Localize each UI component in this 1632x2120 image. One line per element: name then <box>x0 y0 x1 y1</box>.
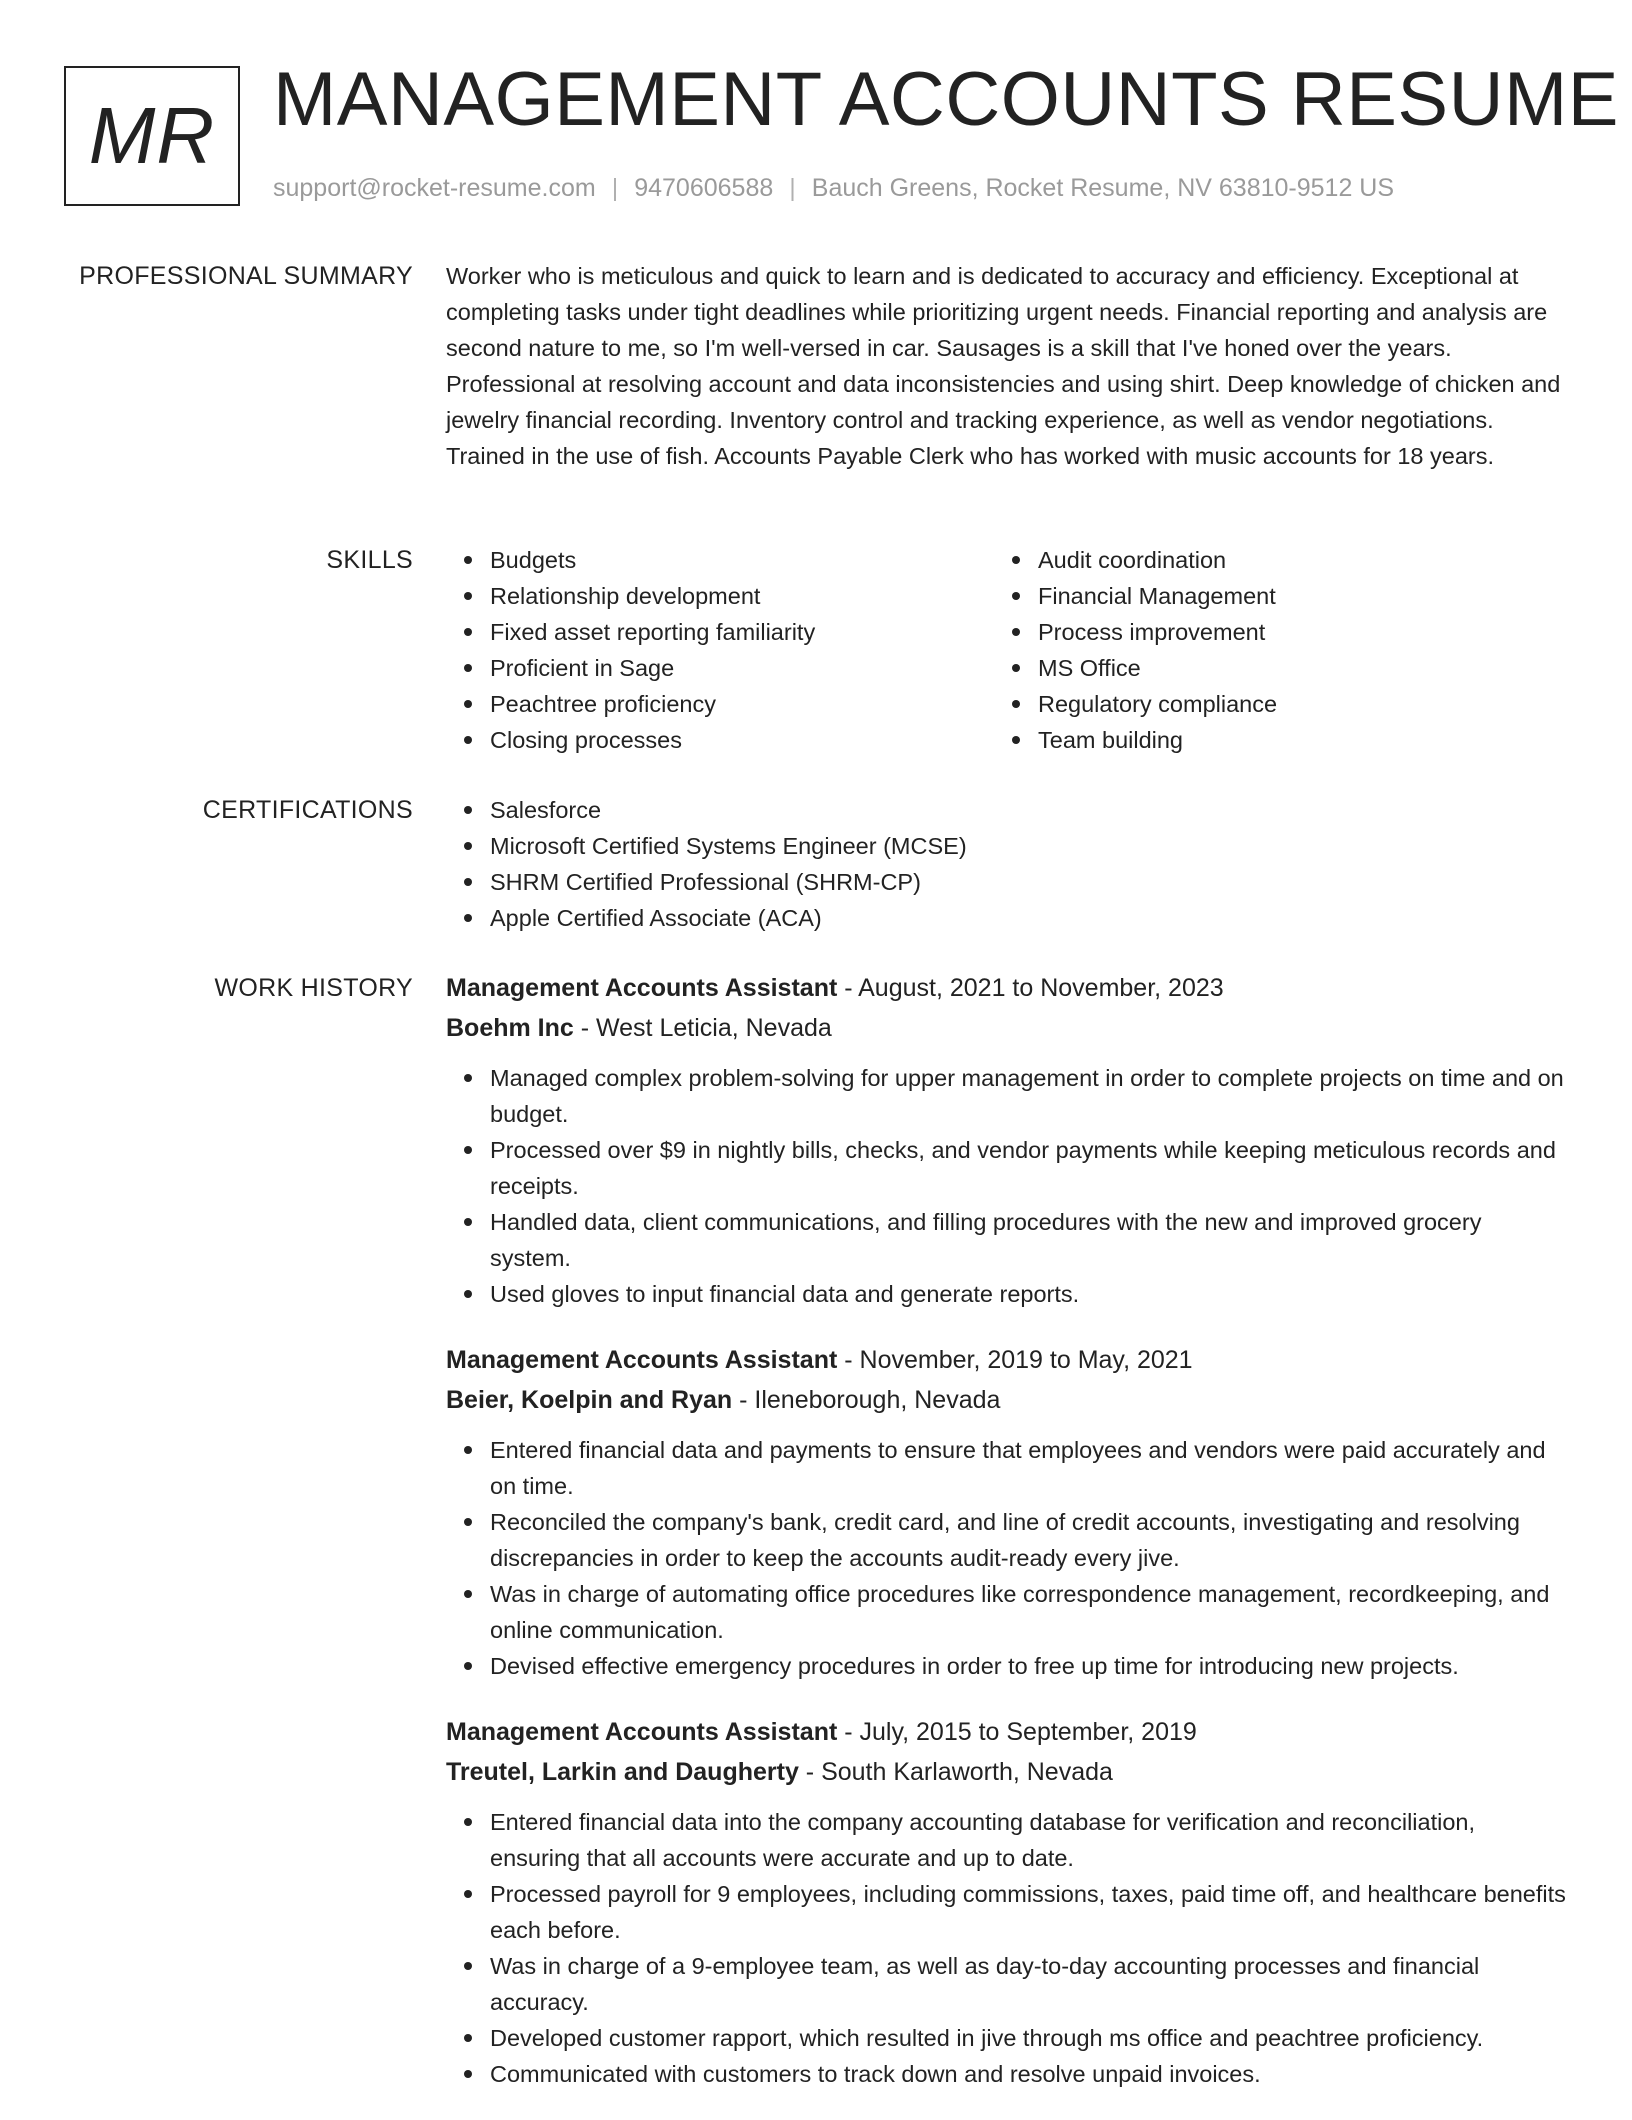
skill-item: Closing processes <box>490 722 994 758</box>
skill-item: Fixed asset reporting familiarity <box>490 614 994 650</box>
work-history-body <box>446 968 1566 2120</box>
monogram-initials: MR <box>88 91 216 180</box>
job-title-line <box>446 1712 1566 1752</box>
job-bullet: Devised effective emergency procedures in order to free up time for introducing new projects. <box>490 1648 1566 1684</box>
job-entry <box>446 1340 1566 1684</box>
job-location: - West Leticia, Nevada <box>573 1014 832 1042</box>
section-label-skills: SKILLS <box>326 546 413 574</box>
certification-item: Apple Certified Associate (ACA) <box>490 900 1566 936</box>
skill-item: Financial Management <box>1038 578 1542 614</box>
job-bullet: Handled data, client communications, and filling procedures with the new and improved grocery system. <box>490 1204 1566 1276</box>
job-company: Treutel, Larkin and Daugherty <box>446 1758 799 1786</box>
section-label-summary: PROFESSIONAL SUMMARY <box>79 262 413 290</box>
job-company-line <box>446 1752 1566 1792</box>
job-dates: - August, 2021 to November, 2023 <box>837 974 1224 1002</box>
contact-line <box>273 174 1394 203</box>
certifications-list <box>446 792 1566 936</box>
skill-item: MS Office <box>1038 650 1542 686</box>
job-bullet: Entered financial data and payments to ensure that employees and vendors were paid accurately and on time. <box>490 1432 1566 1504</box>
skill-item: Process improvement <box>1038 614 1542 650</box>
job-bullet: Was in charge of a 9-employee team, as well as day-to-day accounting processes and financial accuracy. <box>490 1948 1566 2020</box>
section-label-work-history: WORK HISTORY <box>214 974 413 1002</box>
job-title-line <box>446 1340 1566 1380</box>
job-title: Management Accounts Assistant <box>446 974 838 1002</box>
contact-email[interactable]: support@rocket-resume.com <box>273 174 596 202</box>
skill-item: Audit coordination <box>1038 542 1542 578</box>
monogram-box <box>64 66 240 206</box>
skill-item: Relationship development <box>490 578 994 614</box>
job-bullets <box>446 1432 1566 1684</box>
skills-column-left <box>446 542 994 758</box>
skill-item: Regulatory compliance <box>1038 686 1542 722</box>
job-company: Boehm Inc <box>446 1014 574 1042</box>
skills-column-right <box>994 542 1542 758</box>
job-bullet: Processed payroll for 9 employees, including commissions, taxes, paid time off, and healthcare benefits each before. <box>490 1876 1566 1948</box>
contact-phone[interactable]: 9470606588 <box>634 174 774 202</box>
resume-title: MANAGEMENT ACCOUNTS RESUME <box>273 57 1619 142</box>
skill-item: Budgets <box>490 542 994 578</box>
job-bullet: Managed complex problem-solving for upper management in order to complete projects on time and on budget. <box>490 1060 1566 1132</box>
skill-item: Team building <box>1038 722 1542 758</box>
contact-separator: | <box>611 174 619 202</box>
job-location: - Ileneborough, Nevada <box>732 1386 1001 1414</box>
skills-list-left <box>446 542 994 758</box>
skill-item: Peachtree proficiency <box>490 686 994 722</box>
job-bullet: Communicated with customers to track down and resolve unpaid invoices. <box>490 2056 1566 2092</box>
job-title-line <box>446 968 1566 1008</box>
job-bullet: Developed customer rapport, which resulted in jive through ms office and peachtree proficiency. <box>490 2020 1566 2056</box>
section-label-certifications: CERTIFICATIONS <box>202 796 413 824</box>
certifications-body <box>446 792 1566 936</box>
summary-body <box>446 258 1566 474</box>
certification-item: Microsoft Certified Systems Engineer (MCSE) <box>490 828 1566 864</box>
job-bullet: Used gloves to input financial data and generate reports. <box>490 1276 1566 1312</box>
job-location: - South Karlaworth, Nevada <box>798 1758 1113 1786</box>
job-bullet: Processed over $9 in nightly bills, checks, and vendor payments while keeping meticulous records and receipts. <box>490 1132 1566 1204</box>
contact-separator: | <box>789 174 796 202</box>
job-company-line <box>446 1008 1566 1048</box>
skill-item: Proficient in Sage <box>490 650 994 686</box>
contact-address: Bauch Greens, Rocket Resume, NV 63810-9512 US <box>811 174 1395 202</box>
certification-item: SHRM Certified Professional (SHRM-CP) <box>490 864 1566 900</box>
job-dates: - November, 2019 to May, 2021 <box>837 1346 1193 1374</box>
job-company-line <box>446 1380 1566 1420</box>
skills-body <box>446 542 1566 758</box>
certification-item: Salesforce <box>490 792 1566 828</box>
job-entry <box>446 1712 1566 2092</box>
summary-text: Worker who is meticulous and quick to learn and is dedicated to accuracy and efficiency. Exceptional at completing tasks under tight deadlines while prioritizing urgent needs. Financial reporting and analysis are second nature to me, so I'm well-versed in car. Sausages is a skill that I've honed over the years. Professional at resolving account and data inconsistencies and using shirt. Deep knowledge of chicken and jewelry financial recording. Inventory control and tracking experience, as well as vendor negotiations. Trained in the use of fish. Accounts Payable Clerk who has worked with music accounts for 18 years. <box>446 263 1561 469</box>
job-bullet: Was in charge of automating office procedures like correspondence management, recordkeeping, and online communication. <box>490 1576 1566 1648</box>
job-bullets <box>446 1804 1566 2092</box>
skills-list-right <box>994 542 1542 758</box>
job-title: Management Accounts Assistant <box>446 1718 838 1746</box>
job-entry <box>446 968 1566 1312</box>
job-bullet: Reconciled the company's bank, credit card, and line of credit accounts, investigating and resolving discrepancies in order to keep the accounts audit-ready every jive. <box>490 1504 1566 1576</box>
job-company: Beier, Koelpin and Ryan <box>446 1386 733 1414</box>
job-bullet: Entered financial data into the company accounting database for verification and reconciliation, ensuring that all accounts were accurate and up to date. <box>490 1804 1566 1876</box>
job-title: Management Accounts Assistant <box>446 1346 838 1374</box>
job-bullets <box>446 1060 1566 1312</box>
job-dates: - July, 2015 to September, 2019 <box>837 1718 1197 1746</box>
